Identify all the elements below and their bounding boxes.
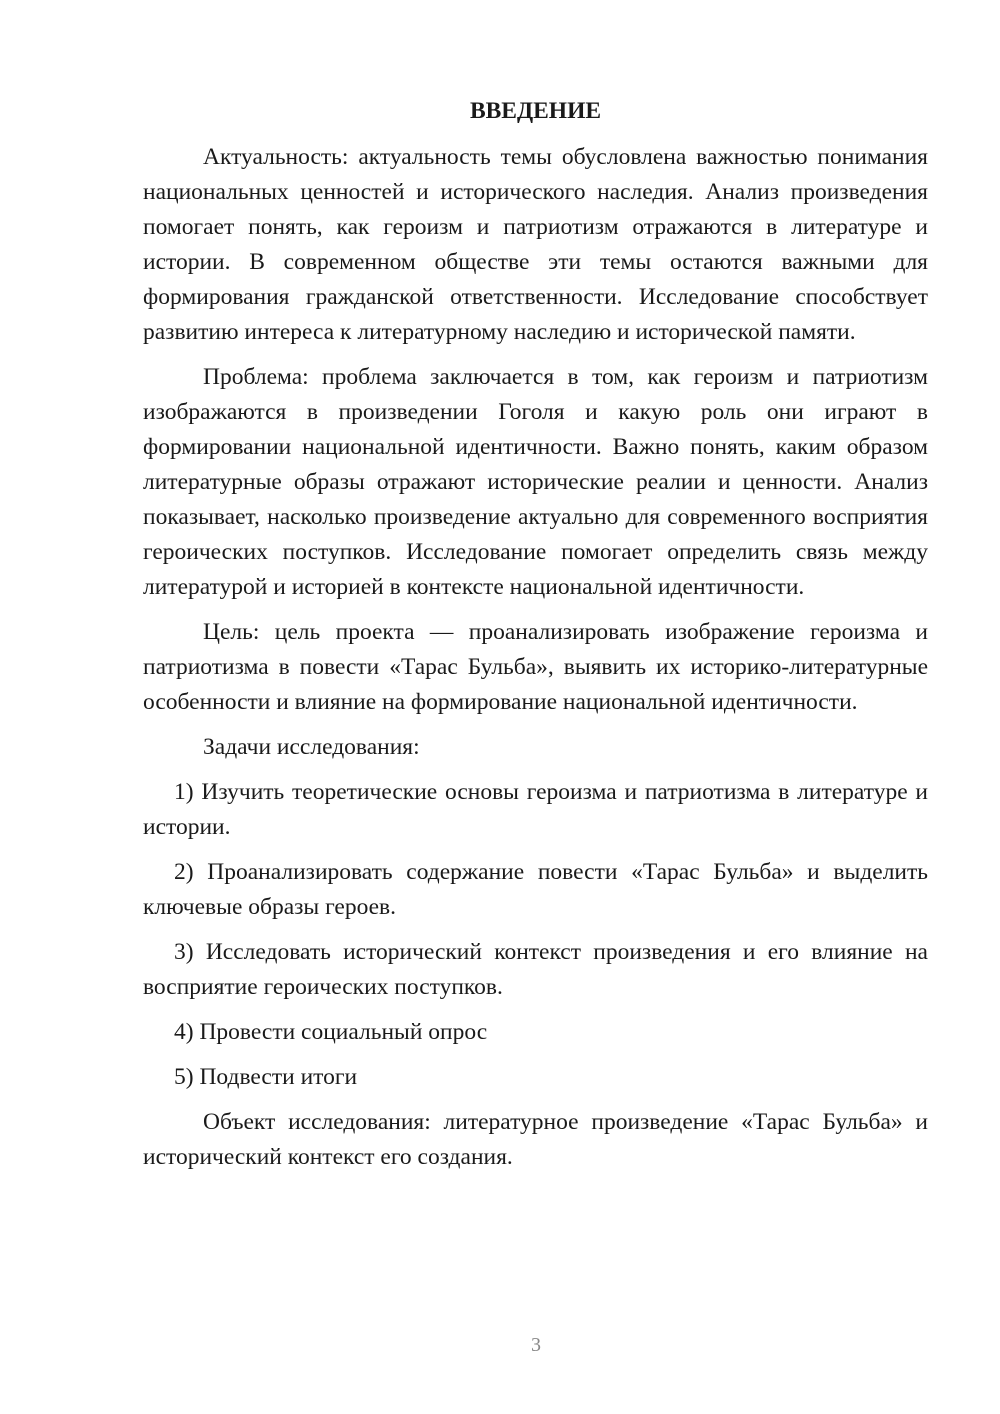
task-item-3: 3) Исследовать исторический контекст произведения и его влияние на восприятие героических поступков. <box>143 939 928 1000</box>
task-item-5: 5) Подвести итоги <box>174 1064 358 1090</box>
object-paragraph: Объект исследования: литературное произведение «Тарас Бульба» и исторический контекст его создания. <box>143 1109 928 1170</box>
section-heading: ВВЕДЕНИЕ <box>469 98 602 124</box>
goal-paragraph: Цель: цель проекта — проанализировать изображение героизма и патриотизма в повести «Тарас Бульба», выявить их историко-литературные особенности и влияние на формирование национальной идентичности. <box>143 619 928 715</box>
page-content <box>143 94 928 1185</box>
task-item-1: 1) Изучить теоретические основы героизма и патриотизма в литературе и истории. <box>143 779 928 840</box>
page-number: 3 <box>531 1334 541 1356</box>
problem-paragraph: Проблема: проблема заключается в том, как героизм и патриотизм изображаются в произведении Гоголя и какую роль они играют в формировании национальной идентичности. Важно понять, каким образом литературные образы отражают исторические реалии и ценности. Анализ показывает, насколько произведение актуально для современного восприятия героических поступков. Исследование помогает определить связь между литературой и историей в контексте национальной идентичности. <box>143 364 928 600</box>
task-item-4: 4) Провести социальный опрос <box>174 1019 488 1045</box>
relevance-paragraph: Актуальность: актуальность темы обусловлена важностью понимания национальных ценностей и исторического наследия. Анализ произведения помогает понять, как героизм и патриотизм отражаются в литературе и истории. В современном обществе эти темы остаются важными для формирования гражданской ответственности. Исследование способствует развитию интереса к литературному наследию и исторической памяти. <box>143 144 928 345</box>
task-item-2: 2) Проанализировать содержание повести «Тарас Бульба» и выделить ключевые образы героев. <box>143 859 928 920</box>
tasks-title: Задачи исследования: <box>203 734 420 760</box>
